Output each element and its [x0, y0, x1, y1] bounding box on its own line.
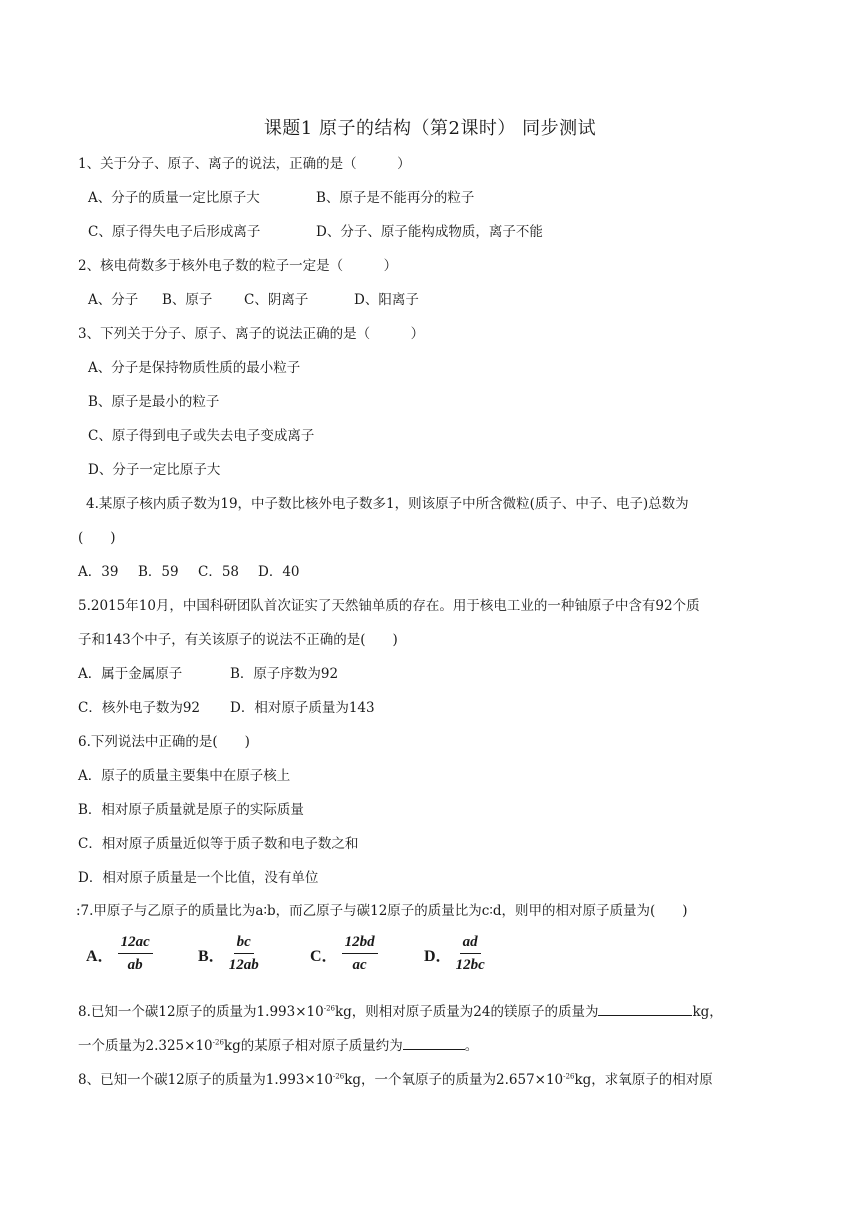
question-4-paren: ( ): [78, 530, 116, 546]
question-3-option-b: B、原子是最小的粒子: [88, 394, 220, 410]
question-2-option-d: D、阳离子: [354, 292, 419, 308]
question-2-option-b: B、原子: [162, 292, 213, 308]
fraction-numerator: 12bd: [342, 934, 378, 954]
question-7-option-d: [424, 934, 485, 974]
question-7-option-b: [198, 934, 259, 974]
fraction: [456, 934, 485, 974]
question-3-option-d: D、分子一定比原子大: [88, 462, 221, 478]
question-5-stem-line-1: 5.2015年10月，中国科研团队首次证实了天然铀单质的存在。用于核电工业的一种铀原子中含有92个质: [78, 598, 700, 614]
text: 8.已知一个碳12原子的质量为1.993×10: [78, 1004, 324, 1020]
question-4-option-a: A．39: [78, 564, 119, 580]
question-8a-line-2: [78, 1037, 478, 1055]
question-4-option-c: C．58: [198, 564, 240, 580]
question-4-stem: 4.某原子核内质子数为19，中子数比核外电子数多1，则该原子中所含微粒(质子、中子、电子)总数为: [86, 496, 689, 512]
page-title: 课题1 原子的结构（第2课时） 同步测试: [263, 118, 597, 139]
fraction: [118, 934, 153, 974]
question-2-option-c: C、阴离子: [244, 292, 309, 308]
exponent: -26: [212, 1038, 224, 1047]
fraction-denominator: ac: [352, 957, 367, 973]
question-7-stem: :7.甲原子与乙原子的质量比为a∶b，而乙原子与碳12原子的质量比为c∶d，则甲的相对原子质量为( ): [76, 903, 688, 919]
question-6-option-c: C．相对原子质量近似等于质子数和电子数之和: [78, 836, 359, 852]
option-label: B．: [198, 947, 225, 965]
question-4-option-d: D．40: [258, 564, 300, 580]
fraction: [342, 934, 378, 974]
answer-blank[interactable]: [598, 1003, 692, 1016]
question-3-option-a: A、分子是保持物质性质的最小粒子: [88, 360, 301, 376]
fraction-numerator: bc: [234, 934, 254, 954]
answer-blank[interactable]: [403, 1037, 465, 1050]
text: kg，则相对原子质量为24的镁原子的质量为: [334, 1004, 599, 1020]
fraction-numerator: ad: [460, 934, 481, 954]
text: 一个质量为2.325×10: [78, 1038, 213, 1054]
question-7-option-c: [310, 934, 378, 974]
question-5-option-d: D．相对原子质量为143: [230, 700, 375, 716]
fraction-numerator: 12ac: [118, 934, 153, 954]
question-8b-line-1: [78, 1071, 713, 1089]
question-5-option-c: C．核外电子数为92: [78, 700, 201, 716]
question-7-option-a: [86, 934, 153, 974]
option-label: A．: [86, 947, 114, 965]
option-label: C．: [310, 947, 338, 965]
exponent: -26: [323, 1004, 335, 1013]
question-1-option-b: B、原子是不能再分的粒子: [316, 190, 475, 206]
text: 8、已知一个碳12原子的质量为1.993×10: [78, 1072, 333, 1088]
question-1-option-d: D、分子、原子能构成物质，离子不能: [316, 224, 543, 240]
text: kg，一个氧原子的质量为2.657×10: [344, 1072, 564, 1088]
question-2-option-a: A、分子: [88, 292, 139, 308]
exponent: -26: [332, 1072, 345, 1081]
text: 。: [464, 1038, 479, 1054]
question-3-stem: 3、下列关于分子、原子、离子的说法正确的是（ ）: [78, 326, 425, 342]
fraction-denominator: 12bc: [455, 957, 485, 973]
question-1-stem: 1、关于分子、原子、离子的说法，正确的是（ ）: [78, 156, 411, 172]
text: kg，求氧原子的相对原: [574, 1072, 713, 1088]
question-5-stem-line-2: 子和143个中子，有关该原子的说法不正确的是( ): [78, 632, 398, 648]
question-4-option-b: B．59: [138, 564, 179, 580]
question-2-stem: 2、核电荷数多于核外电子数的粒子一定是（ ）: [78, 258, 398, 274]
question-3-option-c: C、原子得到电子或失去电子变成离子: [88, 428, 315, 444]
question-6-stem: 6.下列说法中正确的是( ): [78, 734, 250, 750]
exponent: -26: [563, 1072, 575, 1081]
text: kg，: [692, 1004, 723, 1020]
fraction-denominator: 12ab: [228, 957, 259, 973]
question-5-option-b: B．原子序数为92: [230, 666, 339, 682]
question-1-option-a: A、分子的质量一定比原子大: [88, 190, 260, 206]
question-8a-line-1: [78, 1003, 723, 1021]
question-1-option-c: C、原子得失电子后形成离子: [88, 224, 261, 240]
option-label: D．: [424, 947, 452, 965]
fraction-denominator: ab: [127, 957, 143, 973]
question-6-option-d: D．相对原子质量是一个比值，没有单位: [78, 870, 319, 886]
fraction: [229, 934, 259, 974]
text: kg的某原子相对原子质量约为: [223, 1038, 403, 1054]
question-6-option-a: A．原子的质量主要集中在原子核上: [78, 768, 291, 784]
question-5-option-a: A．属于金属原子: [78, 666, 183, 682]
question-6-option-b: B．相对原子质量就是原子的实际质量: [78, 802, 304, 818]
